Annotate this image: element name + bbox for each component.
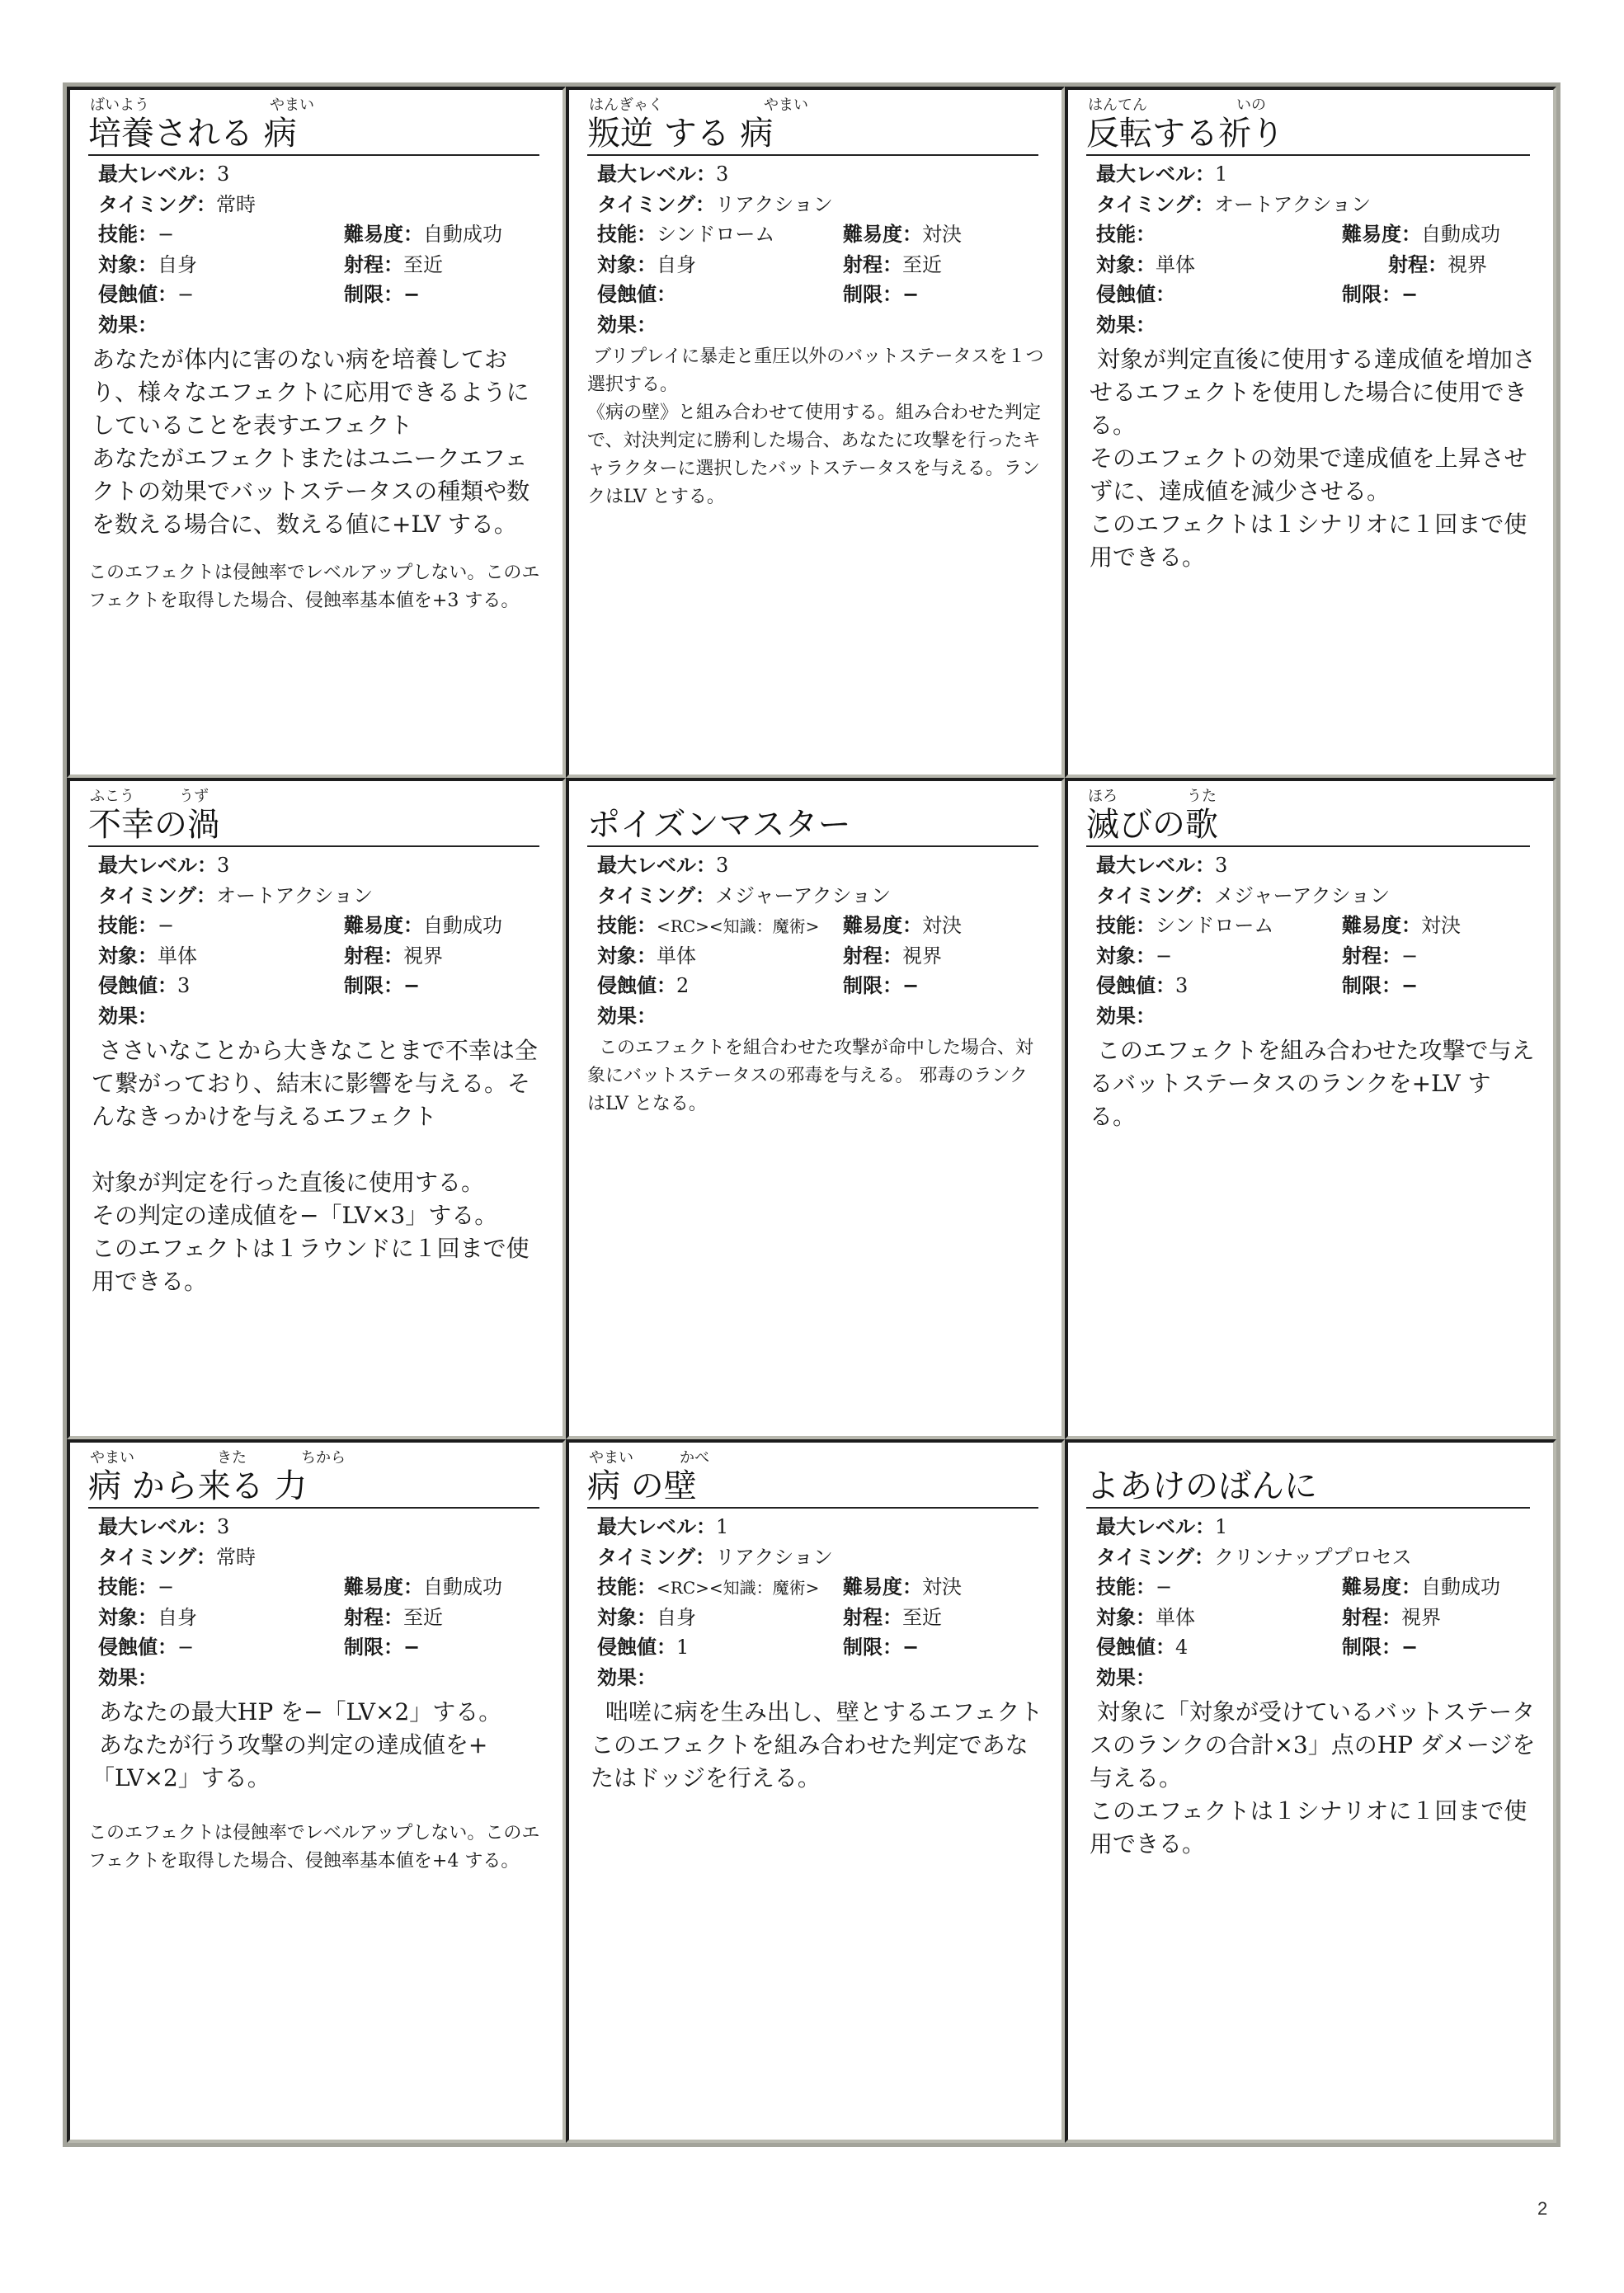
card-stats [88,1512,546,1693]
card-stats [88,850,546,1031]
difficulty-value: 自動成功 [423,914,502,937]
effect-card-3 [67,778,566,1439]
max-level-label: 最大レベル： [98,854,217,877]
difficulty-label: 難易度： [344,914,423,937]
card-description: 対象に「対象が受けているバットステータスのランクの合計×3」点のHP ダメージを与える。 このエフェクトは１シナリオに１回まで使用できる。 [1090,1698,1536,1857]
erosion-value: 4 [1175,1636,1189,1659]
limit-value: − [403,974,421,997]
effect-card-5 [1065,778,1556,1439]
limit-label: 制限： [344,974,403,997]
card-stats [1086,159,1537,340]
card-grid [67,87,1556,2143]
limit-label: 制限： [1342,283,1401,306]
skill-label: 技能： [1096,914,1156,937]
effect-label: 効果： [98,1665,158,1689]
card-description: 咄嗟に病を生み出し、壁とするエフェクト このエフェクトを組み合わせた判定であなたはドッジを行える。 [591,1698,1051,1792]
target-label: 対象： [1096,252,1156,276]
target-label: 対象： [98,1605,158,1629]
ruby-text: ばいよう [90,97,149,114]
timing-value: 常時 [216,192,257,216]
skill-label: 技能： [1096,1575,1156,1599]
ruby-text: いの [1236,97,1266,114]
timing-label: タイミング： [597,192,716,216]
effect-label: 効果： [597,313,657,337]
target-label: 対象： [597,252,657,276]
card-description: このエフェクトを組み合わせた攻撃で与えるバットステータスのランクを+LV する。 [1090,1037,1535,1130]
card-ruby [88,97,546,115]
erosion-label: 侵蝕値： [597,1636,676,1659]
card-ruby [88,788,546,806]
erosion-value: 2 [676,974,690,997]
skill-label: 技能： [597,1575,657,1599]
ruby-text: ちから [301,1449,346,1467]
range-label: 射程： [344,944,403,968]
erosion-value: 3 [1175,974,1189,997]
limit-label: 制限： [843,974,902,997]
ruby-text: ふこう [90,788,134,805]
ruby-text: やまい [90,1449,134,1467]
max-level-value: 3 [716,162,729,186]
range-value: 至近 [902,1605,942,1629]
erosion-label: 侵蝕値： [98,283,177,306]
range-label: 射程： [1388,252,1447,276]
range-label: 射程： [1342,944,1401,968]
range-label: 射程： [344,252,403,276]
effect-label: 効果： [1096,1665,1156,1689]
limit-value: − [1401,283,1419,306]
effect-label: 効果： [597,1665,657,1689]
effect-card-6 [67,1439,566,2143]
page-number: 2 [1537,2198,1548,2219]
target-label: 対象： [597,944,657,968]
effect-label: 効果： [1096,1004,1156,1028]
erosion-label: 侵蝕値： [597,974,676,997]
max-level-label: 最大レベル： [597,162,716,186]
erosion-label: 侵蝕値： [98,1636,177,1659]
effect-label: 効果： [98,1004,158,1028]
target-value: 単体 [158,944,197,968]
max-level-value: 3 [1215,854,1228,877]
erosion-label: 侵蝕値： [1096,283,1175,306]
effect-label: 効果： [98,313,158,337]
limit-label: 制限： [344,1636,403,1659]
effect-label: 効果： [597,1004,657,1028]
ruby-text: はんぎゃく [589,97,663,114]
effect-card-8 [1065,1439,1556,2143]
erosion-value: 3 [177,974,191,997]
card-note: このエフェクトは侵蝕率でレベルアップしない。このエフェクトを取得した場合、侵蝕率基本値を+4 する。 [88,1823,540,1872]
card-title: 病 の壁 [587,1467,1038,1509]
skill-value: <RC><知識：魔術> [657,916,820,936]
target-value: 単体 [1156,1605,1195,1629]
target-label: 対象： [98,252,158,276]
ruby-text: うた [1187,788,1217,805]
card-description: あなたが体内に害のない病を培養しており、様々なエフェクトに応用できるようにしていることを表すエフェクト あなたがエフェクトまたはユニークエフェクトの効果でバットステータスの種類や数を数える場合に、数える値に+LV する。 [92,346,530,538]
erosion-label: 侵蝕値： [1096,974,1175,997]
limit-value: − [1401,974,1419,997]
limit-value: − [403,283,421,306]
card-title: よあけのばんに [1086,1467,1530,1509]
card-ruby [88,1449,546,1467]
range-value: 視界 [1401,1605,1441,1629]
difficulty-value: 自動成功 [423,223,502,246]
timing-label: タイミング： [1096,883,1215,907]
timing-value: オートアクション [216,883,374,907]
skill-label: 技能： [597,914,657,937]
target-value: 単体 [657,944,696,968]
card-note: このエフェクトは侵蝕率でレベルアップしない。このエフェクトを取得した場合、侵蝕率基本値を+3 する。 [88,563,540,611]
limit-value: − [902,283,920,306]
timing-value: クリンナッププロセス [1214,1545,1412,1569]
skill-label: 技能： [98,223,158,246]
difficulty-label: 難易度： [843,223,922,246]
max-level-value: 3 [217,1515,230,1538]
skill-label: 技能： [98,914,158,937]
card-title: 反転する祈り [1086,115,1530,156]
card-description: ささいなことから大きなことまで不幸は全て繋がっており、結末に影響を与える。そんなきっかけを与えるエフェクト 対象が判定を行った直後に使用する。 その判定の達成値を−「LV×3」する。 このエフェクトは１ラウンドに１回まで使用できる。 [92,1037,538,1295]
difficulty-value: 対決 [922,223,962,246]
effect-card-7 [566,1439,1065,2143]
card-title: ポイズンマスター [587,806,1038,847]
card-description: 対象が判定直後に使用する達成値を増加させるエフェクトを使用した場合に使用できる。 そのエフェクトの効果で達成値を上昇させずに、達成値を減少させる。 このエフェクトは１シナリオに１回まで使用できる。 [1090,346,1536,571]
timing-value: メジャーアクション [715,883,892,907]
target-value: 単体 [1156,252,1195,276]
card-ruby [1086,1449,1537,1467]
card-title: 不幸の渦 [88,806,539,847]
effect-card-2 [1065,87,1556,778]
max-level-label: 最大レベル： [597,854,716,877]
limit-value: − [902,974,920,997]
limit-label: 制限： [1342,974,1401,997]
effect-card-1 [566,87,1065,778]
card-stats [1086,850,1537,1031]
timing-label: タイミング： [597,883,716,907]
card-stats [587,850,1045,1031]
max-level-value: 1 [1215,162,1228,186]
range-value: 至近 [902,252,942,276]
skill-value: − [1156,1575,1173,1599]
limit-label: 制限： [1342,1636,1401,1659]
skill-label: 技能： [98,1575,158,1599]
limit-value: − [403,1636,421,1659]
difficulty-value: 対決 [922,914,962,937]
skill-value: シンドローム [657,223,775,246]
timing-label: タイミング： [98,1545,217,1569]
card-title: 叛逆 する 病 [587,115,1038,156]
erosion-value: − [177,283,195,306]
effect-card-sheet [63,82,1560,2147]
max-level-value: 1 [1215,1515,1228,1538]
timing-label: タイミング： [597,1545,716,1569]
limit-label: 制限： [843,1636,902,1659]
target-label: 対象： [1096,944,1156,968]
card-description: あなたの最大HP を−「LV×2」する。 あなたが行う攻撃の判定の達成値を+「LV×2」する。 [92,1698,502,1792]
range-label: 射程： [344,1605,403,1629]
timing-label: タイミング： [98,883,217,907]
difficulty-value: 自動成功 [1421,223,1500,246]
card-stats [1086,1512,1537,1693]
skill-value: − [158,223,175,246]
target-value: 自身 [657,252,696,276]
max-level-label: 最大レベル： [1096,854,1215,877]
timing-value: リアクション [715,192,833,216]
max-level-label: 最大レベル： [1096,162,1215,186]
max-level-label: 最大レベル： [1096,1515,1215,1538]
difficulty-label: 難易度： [1342,223,1421,246]
skill-label: 技能： [1096,223,1156,246]
target-label: 対象： [98,944,158,968]
limit-label: 制限： [344,283,403,306]
skill-value: シンドローム [1156,914,1274,937]
erosion-label: 侵蝕値： [98,974,177,997]
timing-label: タイミング： [98,192,217,216]
range-value: 至近 [403,252,443,276]
card-ruby [587,1449,1045,1467]
range-value: 視界 [902,944,942,968]
card-ruby [1086,788,1537,806]
erosion-label: 侵蝕値： [1096,1636,1175,1659]
skill-value: <RC><知識：魔術> [657,1578,820,1598]
card-ruby [587,788,1045,806]
card-description: ブリプレイに暴走と重圧以外のバットステータスを１つ選択する。 《病の壁》と組み合わせて使用する。組み合わせた判定で、対決判定に勝利した場合、あなたに攻撃を行ったキャラクターに選択したバットステータスを与える。ランクはLV とする。 [587,346,1044,507]
difficulty-value: 対決 [922,1575,962,1599]
range-label: 射程： [843,1605,902,1629]
difficulty-label: 難易度： [1342,1575,1421,1599]
range-label: 射程： [843,944,902,968]
card-ruby [587,97,1045,115]
erosion-label: 侵蝕値： [597,283,676,306]
limit-label: 制限： [843,283,902,306]
erosion-value: − [177,1636,195,1659]
target-label: 対象： [597,1605,657,1629]
target-label: 対象： [1096,1605,1156,1629]
range-value: 視界 [403,944,443,968]
effect-label: 効果： [1096,313,1156,337]
difficulty-value: 自動成功 [423,1575,502,1599]
effect-card-0 [67,87,566,778]
card-stats [88,159,546,340]
card-description: このエフェクトを組合わせた攻撃が命中した場合、対象にバットステータスの邪毒を与える。 邪毒のランクはLV となる。 [587,1038,1033,1114]
card-stats [587,1512,1045,1693]
target-value: 自身 [158,252,197,276]
timing-label: タイミング： [1096,192,1215,216]
card-stats [587,159,1045,340]
card-title: 病 から来る 力 [88,1467,539,1509]
difficulty-label: 難易度： [843,1575,922,1599]
ruby-text: やまい [589,1449,633,1467]
skill-value: − [158,914,175,937]
erosion-value: 1 [676,1636,690,1659]
range-value: 視界 [1447,252,1487,276]
ruby-text: うず [179,788,209,805]
range-value: 至近 [403,1605,443,1629]
max-level-label: 最大レベル： [597,1515,716,1538]
difficulty-label: 難易度： [344,1575,423,1599]
max-level-value: 3 [716,854,729,877]
skill-label: 技能： [597,223,657,246]
range-label: 射程： [843,252,902,276]
ruby-text: きた [217,1449,247,1467]
target-value: 自身 [657,1605,696,1629]
ruby-text: ほろ [1088,788,1118,805]
range-value: − [1401,944,1419,968]
target-value: − [1156,944,1173,968]
difficulty-value: 自動成功 [1421,1575,1500,1599]
max-level-value: 3 [217,854,230,877]
timing-value: オートアクション [1214,192,1372,216]
ruby-text: やまい [764,97,808,114]
target-value: 自身 [158,1605,197,1629]
timing-value: 常時 [216,1545,257,1569]
timing-value: メジャーアクション [1214,883,1391,907]
difficulty-label: 難易度： [344,223,423,246]
limit-value: − [1401,1636,1419,1659]
card-title: 培養される 病 [88,115,539,156]
timing-label: タイミング： [1096,1545,1215,1569]
max-level-value: 3 [217,162,230,186]
difficulty-value: 対決 [1421,914,1461,937]
difficulty-label: 難易度： [843,914,922,937]
ruby-text: はんてん [1088,97,1147,114]
skill-value: − [158,1575,175,1599]
card-title: 滅びの歌 [1086,806,1530,847]
max-level-value: 1 [716,1515,729,1538]
range-label: 射程： [1342,1605,1401,1629]
timing-value: リアクション [715,1545,833,1569]
max-level-label: 最大レベル： [98,162,217,186]
limit-value: − [902,1636,920,1659]
max-level-label: 最大レベル： [98,1515,217,1538]
effect-card-4 [566,778,1065,1439]
ruby-text: かべ [680,1449,709,1467]
card-ruby [1086,97,1537,115]
difficulty-label: 難易度： [1342,914,1421,937]
ruby-text: やまい [270,97,314,114]
